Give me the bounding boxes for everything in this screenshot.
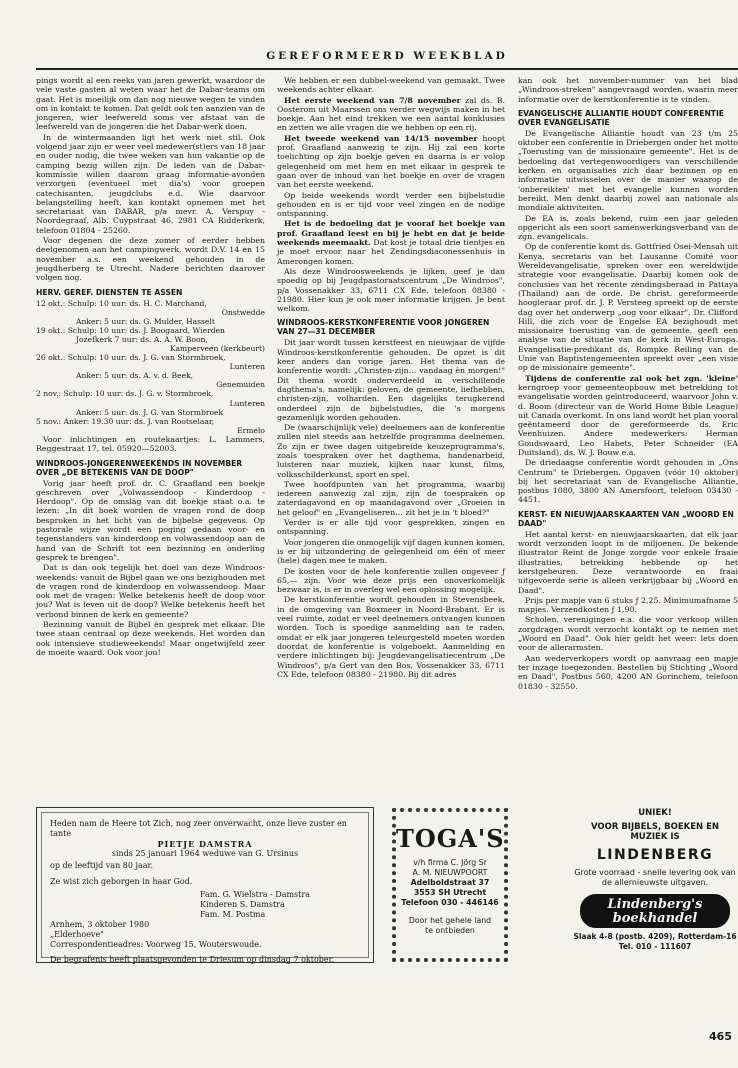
family-line: Fam. M. Postma	[200, 910, 266, 919]
ad-line: Door het gehele land	[408, 916, 492, 925]
paragraph: Verder is er alle tijd voor gesprekken, zingen en ontspanning.	[277, 518, 505, 537]
paragraph: Vorig jaar heeft prof. dr. C. Graafland een boekje geschreven over „Volwassendoop - Kinderdoop - Herdoop". Op de omslag van dit boekje staat o.a. te lezen: „In dit boek worden de vragen rond de doop besproken in het licht van de bijbelse gegevens. Op pastorale wijze wordt een poging gedaan voor- en tegenstanders van kinderdoop en volwassendoop aan de hand van de Schrift tot een bezinning en onderling gesprek te brengen".	[36, 478, 265, 562]
ad-line: te ontbieden	[425, 926, 475, 935]
ad-line: A. M. NIEUWPOORT	[412, 868, 488, 877]
notice-intro: Heden nam de Heere tot Zich, nog zeer onverwacht, onze lieve zuster en tante	[50, 819, 347, 838]
column-2	[277, 76, 505, 680]
notice-line: sinds 25 januari 1964 weduwe van G. Ursinus	[111, 849, 299, 858]
death-notice	[36, 807, 374, 963]
paragraph: Aan wederverkopers wordt op aanvraag een mapje ter inzage toegezonden. Bestellen bij Stichting „Woord en Daad", Postbus 560, 4200 AN Gorinchem, telefoon 01830 - 32550.	[518, 653, 738, 691]
heading-alliantie: EVANGELISCHE ALLIANTIE HOUDT CONFERENTIE OVER EVANGELISATIE	[518, 108, 724, 127]
service-row: Anker: 5 uur: ds. G. Mulder, Hasselt	[76, 316, 215, 326]
notice-house: „Elderhoeve"	[50, 930, 104, 939]
heading-windroos: WINDROOS-JONGERENWEEKENDS IN NOVEMBER OVER „DE BETEKENIS VAN DE DOOP"	[36, 458, 243, 477]
paragraph: De Evangelische Alliantie houdt van 23 t/m 25 oktober een conferentie in Driebergen onder het motto „Toerusting van de missionaire gemeente". Het is de bedoeling dat vertegenwoordigers van verschillende kerken en organisaties zich daar bezinnen op en informatie uitwisselen over de manier waarop de 'onbereikten' met het evangelie kunnen worden bereikt. Men denkt daarbij zowel aan nationale als mondiale aktiviteiten.	[518, 128, 738, 213]
paragraph: Prijs per mapje van 6 stuks ƒ 2,25. Minimumafname 5 mapjes. Verzendkosten ƒ 1,90.	[518, 595, 738, 615]
ad-headline: VOOR BIJBELS, BOEKEN EN MUZIEK IS	[590, 822, 720, 842]
service-row: 5 nov.: Anker: 19.30 uur: ds. J. van Rootselaar, Ermelo	[36, 416, 265, 435]
paragraph: Het eerste weekend van 7/8 november zal ds. B. Oosterom uit Maarssen ons verder wegwijs maken in het boekje. Aan het eind trekken we een aantal konklusies en zetten we alle vragen die we hebben op een rij.	[277, 95, 505, 133]
service-schedule	[36, 299, 265, 435]
paragraph: In de wintermaanden ligt het werk niet stil. Ook volgend jaar zijn er weer veel medewer(st)ers van 18 jaar en ouder nodig, die twee weken van hun vakantie op de camping bezig willen zijn. De leden van de Dabar-kommissie willen daarom graag informatie-avonden verzorgen (eventueel met dia's) voor groepen catechisanten, jeugdclubs e.d. Wie daarvoor belangstelling heeft, kan kontakt opnemen met het secretariaat van DABAR, p/a mevr. A. Verspuy - Noordegraaf, Alb. Cuypstraat 46, 2981 CA Ridderkerk, telefoon 01804 - 25260.	[36, 132, 265, 235]
notice-burial: De begrafenis heeft plaatsgevonden te Driesum op dinsdag 7 oktober.	[50, 955, 335, 964]
notice-place-date: Arnhem, 3 oktober 1980	[50, 920, 150, 929]
bookshop-logo: Lindenberg's boekhandel	[580, 894, 730, 928]
paragraph: Het aantal kerst- en nieuwjaarskaarten, dat elk jaar wordt verzonden loopt in de miljoenen. De bekende illustrator Reint de Jonge zorgde voor enkele fraaie illustraties, betrekking hebbende op het kerstgebeuren. Deze verantwoorde en fraai uitgevoerde serie is alleen verkrijgbaar bij „Woord en Daad".	[518, 529, 738, 595]
masthead: GEREFORMEERD WEEKBLAD	[36, 50, 738, 70]
paragraph: Tijdens de conferentie zal ook het zgn. 'kleine' kerngroep voor gemeenteopbouw met betrekking tot evangelisatie worden geïntroduceerd, waarvoor John v. d. Boom (directeur van de World Home Bible League) uit Canada overkomt. In ons land wordt het plan vooral geëntameerd door de gereformeerde ds. Eric Veenhuizen. Andere medewerkers: Herman Goudswaard, Leo Habets, Peter Schneider (EA Duitsland), ds. W. J. Bouw e.a.	[518, 373, 738, 457]
ad-line: 3553 SH Utrecht	[413, 888, 487, 897]
paragraph: Het tweede weekend van 14/15 november hoopt prof. Graafland aanwezig te zijn. Hij zal een korte toelichting op zijn boekje geven en daarna is er volop gelegenheid om met hem en met elkaar in gesprek te gaan over de inhoud van het boekje en over de vragen van het eerste weekend.	[277, 133, 505, 190]
service-row: 2 nov.: Schulp: 10 uur: ds. J. G. v. Stormbroek, Lunteren	[36, 389, 265, 408]
toga-title: TOGA'S	[396, 824, 505, 853]
ad-line: Adelboldstraat 37	[410, 878, 490, 887]
service-row: 26 okt.: Schulp: 10 uur: ds. J. G. van Stormbroek, Lunteren	[36, 353, 265, 372]
toga-advert	[392, 808, 508, 962]
paragraph: Voor degenen die deze zomer of eerder hebben deelgenomen aan het campingwerk, wordt D.V. 14 en 15 november a.s. een weekend gehouden in de jeugdherberg te Utrecht. Nadere berichten daarover volgen nog.	[36, 236, 265, 283]
heading-services: HERV. GEREF. DIENSTEN TE ASSEN	[36, 287, 183, 297]
paragraph: Twee hoofdpunten van het programma, waarbij iedereen aanwezig zal zijn, zijn de toespraken op zaterdagavond en op maandagavond over „Groeien in het geloof" en „Evangeliseren… zit het je in 't bloed?"	[277, 479, 505, 517]
column-3	[518, 76, 738, 692]
paragraph: Voor inlichtingen en routekaartjes: L. Lammers, Reggestraat 17, tel. 05920—52003.	[36, 434, 265, 454]
deceased-name: PIETJE DAMSTRA	[157, 839, 253, 849]
paragraph: pings wordt al een reeks van jaren gewerkt, waardoor de vele vaste gasten al weten waar het de Dabar-teams om gaat. Het is moeilijk om dan nog nieuwe wegen te vinden om in kontakt te komen. Dat geldt ook ten aanzien van de jongeren, wier leefwereld soms ver afstaat van de leefwereld van de jongeren die het Dabar-werk doen.	[36, 76, 265, 132]
heading-kaarten: KERST- EN NIEUWJAARSKAARTEN VAN „WOORD EN DAAD"	[518, 509, 734, 528]
column-1	[36, 76, 265, 658]
ad-address: Slaak 4-8 (postb. 4209), Rotterdam-16	[573, 932, 737, 941]
service-row: 12 okt.: Schulp: 10 uur: ds. H. C. Marchand, Onstwedde	[36, 298, 265, 317]
paragraph: De kerstkonferentie wordt gehouden in Stevensbeek, in de omgeving van Boxmeer in Noord-Brabant. Er is veel ruimte, zodat er veel deelnemers ontvangen kunnen worden. Toch is spoedige aanmelding aan te raden, omdat er elk jaar jongeren teleurgesteld moeten worden doordat de konferentie is volgeboekt. Aanmelding en verdere inlichtingen bij: Jeugdevangelisatiecentrum „De Windroos", p/a Gert van den Bos, Vossenakker 33, 6711 CX Ede, telefoon 08380 - 21980. Bij dit adres	[277, 595, 505, 679]
ad-tagline: UNIEK!	[638, 808, 672, 818]
paragraph: Als deze Windroosweekends je lijken, geef je dan spoedig op bij Jeugdpastoraatscentrum „De Windroos", p/a Vossenakker 33, 6711 CX Ede, telefoon 08380 - 21980. Hier kun je ook meer informatie krijgen. Je bent welkom.	[277, 266, 505, 314]
paragraph: We hebben er een dubbel-weekend van gemaakt. Twee weekends achter elkaar.	[277, 76, 505, 95]
paragraph: De driedaagse conferentie wordt gehouden in „Ons Centrum" te Driebergen. Opgaven (vóór 10 oktober) bij het secretariaat van de Evangelische Alliantie, postbus 1080, 3800 AN Amersfoort, telefoon 03430 - 4451.	[518, 458, 738, 505]
paragraph: Voor jongeren die onmogelijk vijf dagen kunnen komen, is er bij uitzondering de gelegenheid om één of meer (hele) dagen mee te maken.	[277, 537, 505, 566]
ad-line: Telefoon 030 - 446146	[401, 898, 499, 907]
paragraph: Scholen, verenigingen e.a. die voor verkoop willen zorgdragen wordt verzocht kontakt op te nemen met „Woord en Daad". Ook hier geldt het weer: lets doen voor de allerarmsten.	[518, 615, 738, 653]
lindenberg-advert	[572, 808, 738, 968]
paragraph: Op beide weekends wordt verder een bijbelstudie gehouden en is er tijd voor veel zingen en de nodige ontspanning.	[277, 190, 505, 219]
paragraph: Op de conferentie komt ds. Gottfried Osei-Mensah uit Kenya, secretaris van het Lausanne Comité voor Wereldevangelisatie, spreken over een wereldwijde strategie voor evangelisatie. Daarbij komen ook de conclusies van het recente zendingsberaad in Pattaya (Thailand) aan de orde. De christ. gereformeerde hoogleraar prof. dr. J. P. Versteeg spreekt op de eerste dag over het onderwerp „oog voor elkaar". Dr. Clifford Hill, die zich voor de Engelse EA bezighoudt met missionaire toerusting van de gemeente, geeft een analyse van de situatie van de kerk in West-Europa. Evangelisatie-predikant ds. Rompke Reiling van de Unie van Baptistengemeenten spreekt over „een visie op de missionaire gemeente".	[518, 242, 738, 373]
service-row: Anker: 5 uur: ds. J. G. van Stormbroek	[76, 407, 224, 417]
notice-line: Ze wist zich geborgen in haar God.	[50, 877, 193, 886]
paragraph: Dit jaar wordt tussen kerstfeest en nieuwjaar de vijfde Windroos-kerstkonferentie gehouden. De opzet is dit keer anders dan vorige jaren. Het thema van de konferentie wordt: „Christen-zijn… vandaag èn morgen!" Dit thema wordt onderverdeeld in verschillende dagthema's, namelijk: geloven, de gemeente, liefhebben, christen-zijn, volharden. Een dagelijks terugkerend onderdeel zijn de bijbelstudies, die 's morgens gezamenlijk worden gehouden.	[277, 338, 505, 422]
paragraph: De EA is, zoals bekend, ruim een jaar geleden opgericht als een soort samenwerkingsverband van de zgn. evangelicals.	[518, 213, 738, 242]
ad-subline: Grote voorraad - snelle levering ook van de allernieuwste uitgaven.	[574, 868, 736, 887]
service-row: 19 okt.: Schulp: 10 uur: ds. J. Boogaard, Wierden	[36, 325, 225, 335]
paragraph: kan ook het november-nummer van het blad „Windroos-streken" aangevraagd worden, waarin meer informatie over de kerstkonferentie is te vinden.	[518, 76, 738, 104]
paragraph: De kosten voor de hele konferentie zullen ongeveer ƒ 65,— zijn. Voor wie deze prijs een onoverkomelijk bezwaar is, is er in overleg wel een oplossing mogelijk.	[277, 566, 505, 595]
family-line: Kinderen S. Damstra	[200, 900, 285, 909]
paragraph: Dat is dan ook tegelijk het doel van deze Windroos-weekends: vanuit de Bijbel gaan we ons bezighouden met de vragen rond de kinderdoop en volwassendoop. Maar ook met de vragen: Welke betekenis heeft de doop voor jou? Wat is leven uit de doop? Welke betekenis heeft het verbond binnen de kerk en gemeente?	[36, 563, 265, 619]
service-row: Anker: 5 uur: ds. A. v. d. Beek, Genemuiden	[76, 371, 265, 390]
paragraph: De (waarschijnlijk vele) deelnemers aan de konferentie zullen niet steeds aan hetzelfde programma deelnemen. Zo zijn er twee dagen uitgebreide keuzeprogramma's, zoals toespraken over het dagthema, handenarbeid, luisteren naar muziek, kijken naar kunst, films, volksschilderkunst, sport en spel.	[277, 423, 505, 479]
paragraph: Het is de bedoeling dat je vooraf het boekje van prof. Graafland leest en bij je hebt en dat je beide weekends meemaakt. Dat kost je totaal drie tientjes en je moet ervoor naar het Zendingsdiaconessenhuis in Amerongen komen.	[277, 219, 506, 266]
ad-line: v/h firma C. Jörg Sr	[413, 858, 487, 867]
ad-telephone: Tel. 010 - 111607	[618, 942, 692, 951]
service-row: Jozefkerk 7 uur: ds. A. A. W. Boon, Kamperveen (kerkbeurt)	[76, 334, 265, 353]
page-number: 465	[709, 1030, 732, 1043]
heading-kerstkonferentie: WINDROOS-KERSTKONFERENTIE VOOR JONGEREN VAN 27—31 DECEMBER	[277, 318, 490, 337]
notice-address: Correspondentieadres: Voorweg 15, Wouterswoude.	[50, 940, 262, 949]
family-line: Fam. G. Wielstra - Damstra	[200, 890, 310, 899]
ad-brand: LINDENBERG	[596, 847, 714, 863]
paragraph: Bezinning vanuit de Bijbel èn gesprek met elkaar. Die twee staan centraal op deze weekends. Het worden dan ook intensieve studieweekends! Maar ongetwijfeld zeer de moeite waard. Ook voor jou!	[36, 619, 265, 657]
notice-line: op de leeftijd van 80 jaar.	[50, 861, 153, 870]
